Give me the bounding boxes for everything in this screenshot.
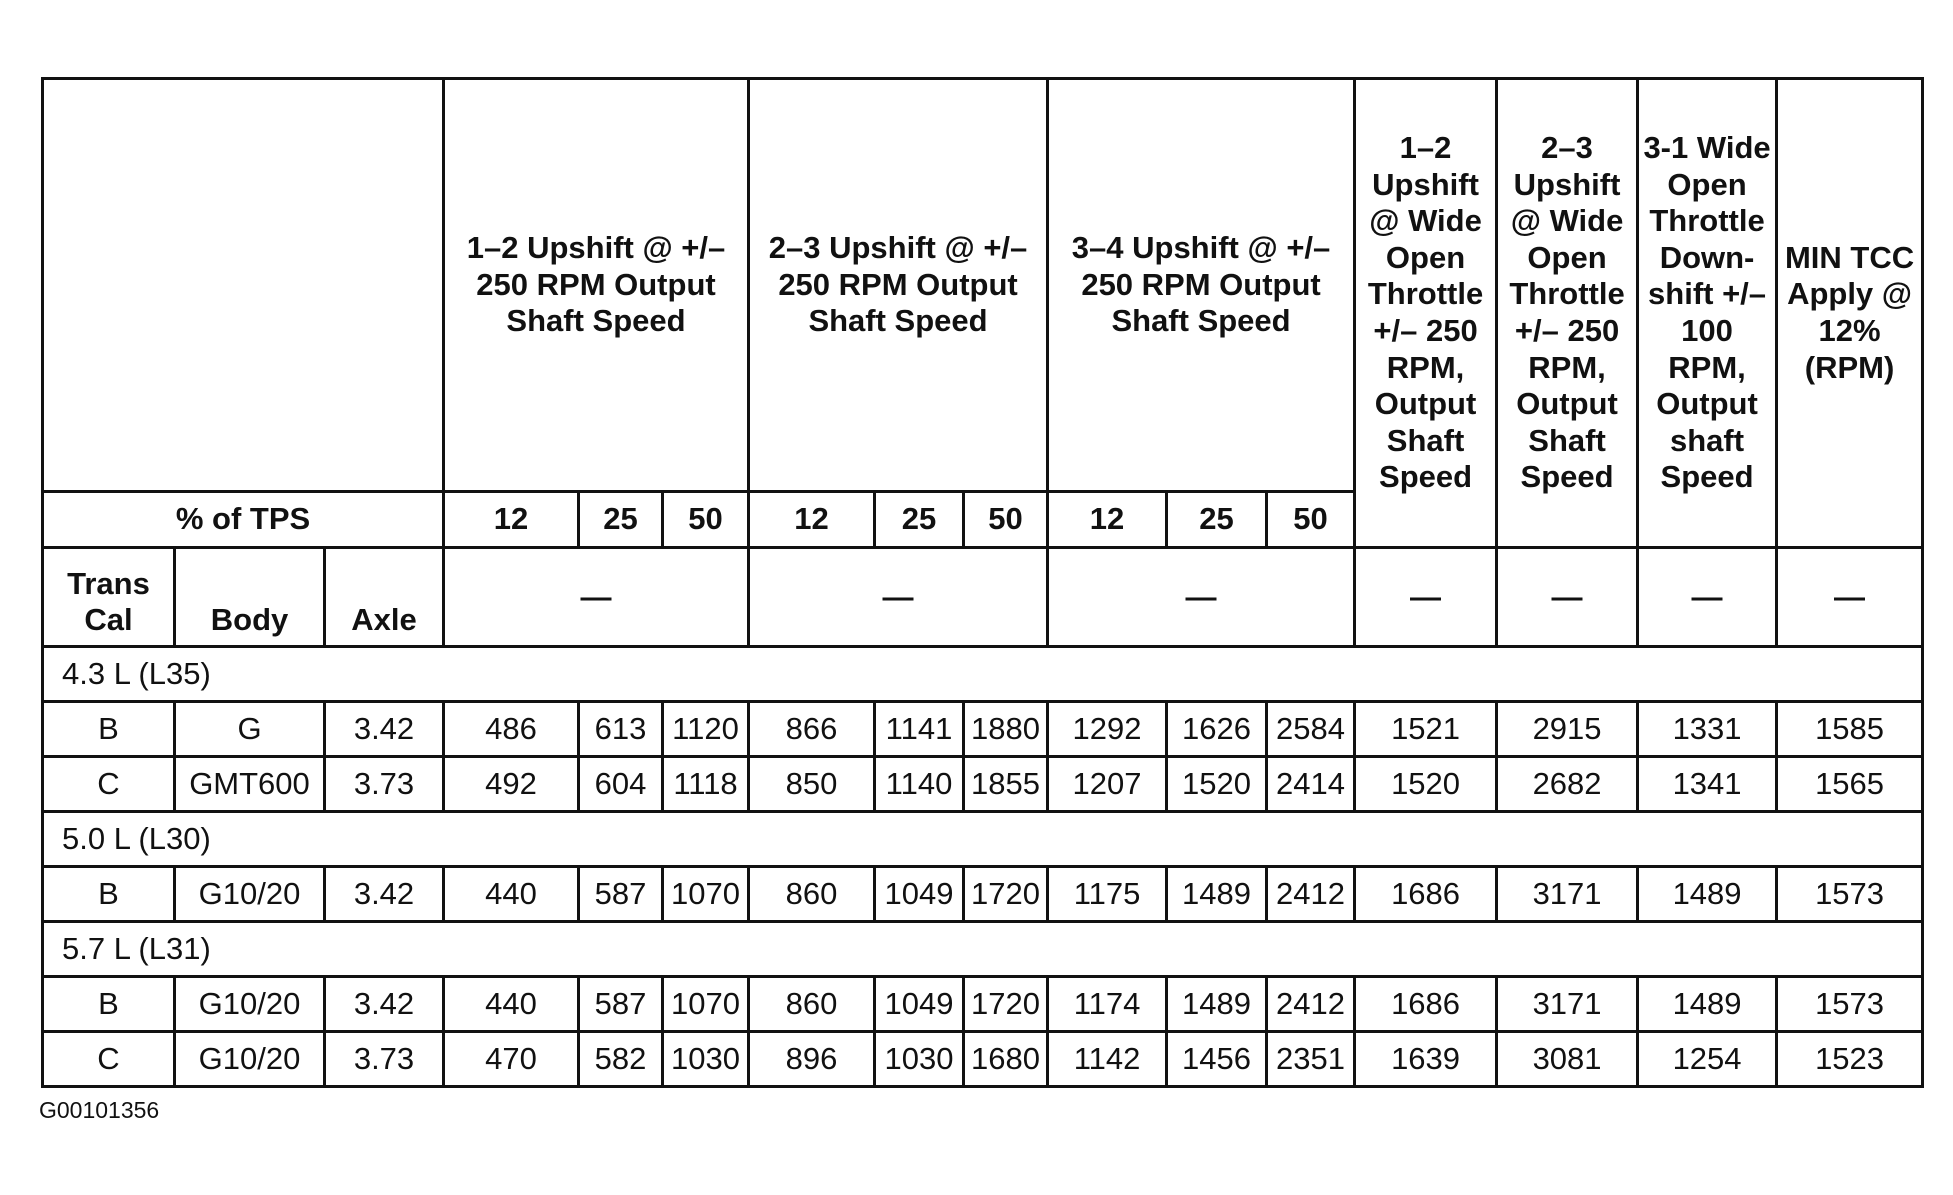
table-cell: 1521 [1355,702,1497,757]
engine-section-label: 5.7 L (L31) [43,922,1923,977]
dash-cell: — [1355,548,1497,647]
table-row [43,977,1923,1032]
table-cell: 1489 [1167,867,1267,922]
table-cell: C [43,757,175,812]
table-cell: 1141 [875,702,964,757]
table-cell: 1120 [663,702,749,757]
table-cell: 1523 [1777,1032,1923,1087]
table-cell: 440 [444,867,579,922]
table-cell: 587 [579,867,663,922]
table-cell: 3.42 [325,977,444,1032]
tps-value-50: 50 [964,492,1048,548]
table-cell: 866 [749,702,875,757]
table-cell: 1565 [1777,757,1923,812]
table-cell: 1174 [1048,977,1167,1032]
table-cell: G [175,702,325,757]
header-3-1-wot-downshift: 3-1 Wide Open Throttle Down-shift +/– 100 RPM, Output shaft Speed [1638,79,1777,548]
table-cell: 1639 [1355,1032,1497,1087]
table-cell: 1680 [964,1032,1048,1087]
dash-cell: — [1638,548,1777,647]
table-cell: 1030 [875,1032,964,1087]
header-1-2-upshift: 1–2 Upshift @ +/– 250 RPM Output Shaft Speed [444,79,749,492]
table-cell: 896 [749,1032,875,1087]
table-row [43,1032,1923,1087]
table-cell: 1573 [1777,977,1923,1032]
table-cell: 492 [444,757,579,812]
table-cell: 2414 [1267,757,1355,812]
table-cell: 1254 [1638,1032,1777,1087]
table-cell: 1880 [964,702,1048,757]
table-cell: 1331 [1638,702,1777,757]
dash-cell: — [444,548,749,647]
table-row [43,757,1923,812]
table-cell: 2915 [1497,702,1638,757]
header-2-3-wot-upshift: 2–3 Upshift @ Wide Open Throttle +/– 250 RPM, Output Shaft Speed [1497,79,1638,548]
table-cell: 1489 [1638,977,1777,1032]
header-blank-cell [43,79,444,492]
table-cell: 2412 [1267,867,1355,922]
table-cell: 1855 [964,757,1048,812]
table-cell: 3171 [1497,867,1638,922]
table-cell: 1720 [964,867,1048,922]
header-1-2-wot-upshift: 1–2 Upshift @ Wide Open Throttle +/– 250 RPM, Output Shaft Speed [1355,79,1497,548]
table-cell: 1142 [1048,1032,1167,1087]
table-cell: 2584 [1267,702,1355,757]
table-cell: 3.42 [325,867,444,922]
table-cell: 1030 [663,1032,749,1087]
table-cell: 1175 [1048,867,1167,922]
tps-label: % of TPS [43,492,444,548]
engine-section-row [43,922,1923,977]
table-cell: 582 [579,1032,663,1087]
table-cell: 486 [444,702,579,757]
engine-section-row [43,812,1923,867]
dash-cell: — [1777,548,1923,647]
table-cell: 613 [579,702,663,757]
table-cell: B [43,867,175,922]
table-cell: 1520 [1167,757,1267,812]
axle-header: Axle [325,548,444,647]
table-cell: G10/20 [175,1032,325,1087]
table-cell: 1720 [964,977,1048,1032]
table-cell: 1585 [1777,702,1923,757]
tps-value-25: 25 [1167,492,1267,548]
header-2-3-upshift: 2–3 Upshift @ +/– 250 RPM Output Shaft Speed [749,79,1048,492]
table-cell: B [43,702,175,757]
table-cell: 1049 [875,977,964,1032]
table-cell: 1070 [663,977,749,1032]
engine-section-label: 4.3 L (L35) [43,647,1923,702]
trans-cal-header: Trans Cal [43,548,175,647]
table-cell: 1489 [1638,867,1777,922]
table-cell: 3081 [1497,1032,1638,1087]
table-cell: 1573 [1777,867,1923,922]
table-cell: 3.42 [325,702,444,757]
table-cell: 1626 [1167,702,1267,757]
engine-section-label: 5.0 L (L30) [43,812,1923,867]
table-cell: 1686 [1355,977,1497,1032]
table-cell: 604 [579,757,663,812]
figure-id: G00101356 [39,1097,160,1123]
tps-value-12: 12 [1048,492,1167,548]
table-cell: 470 [444,1032,579,1087]
table-row [43,867,1923,922]
table-cell: 2412 [1267,977,1355,1032]
table-cell: 1118 [663,757,749,812]
table-cell: 1292 [1048,702,1167,757]
table-cell: 1070 [663,867,749,922]
tps-value-12: 12 [444,492,579,548]
table-cell: B [43,977,175,1032]
table-cell: 1341 [1638,757,1777,812]
tps-value-25: 25 [579,492,663,548]
header-3-4-upshift: 3–4 Upshift @ +/– 250 RPM Output Shaft Speed [1048,79,1355,492]
table-cell: 440 [444,977,579,1032]
table-cell: 3171 [1497,977,1638,1032]
table-cell: 3.73 [325,757,444,812]
engine-section-row [43,647,1923,702]
table-cell: G10/20 [175,977,325,1032]
table-cell: 1520 [1355,757,1497,812]
table-cell: 1207 [1048,757,1167,812]
table-cell: C [43,1032,175,1087]
dash-cell: — [1497,548,1638,647]
table-cell: 1489 [1167,977,1267,1032]
table-cell: 2351 [1267,1032,1355,1087]
table-cell: 860 [749,977,875,1032]
table-cell: 2682 [1497,757,1638,812]
table-cell: 1686 [1355,867,1497,922]
tps-value-50: 50 [663,492,749,548]
tps-value-25: 25 [875,492,964,548]
dash-cell: — [1048,548,1355,647]
shift-speed-table [41,77,1924,1088]
table-cell: 860 [749,867,875,922]
table-cell: 850 [749,757,875,812]
table-cell: 3.73 [325,1032,444,1087]
table-cell: 587 [579,977,663,1032]
table-cell: 1140 [875,757,964,812]
tps-value-12: 12 [749,492,875,548]
dash-cell: — [749,548,1048,647]
table-cell: G10/20 [175,867,325,922]
header-min-tcc-apply: MIN TCC Apply @ 12% (RPM) [1777,79,1923,548]
table-row [43,702,1923,757]
body-header: Body [175,548,325,647]
table-cell: 1049 [875,867,964,922]
table-cell: 1456 [1167,1032,1267,1087]
tps-value-50: 50 [1267,492,1355,548]
table-cell: GMT600 [175,757,325,812]
